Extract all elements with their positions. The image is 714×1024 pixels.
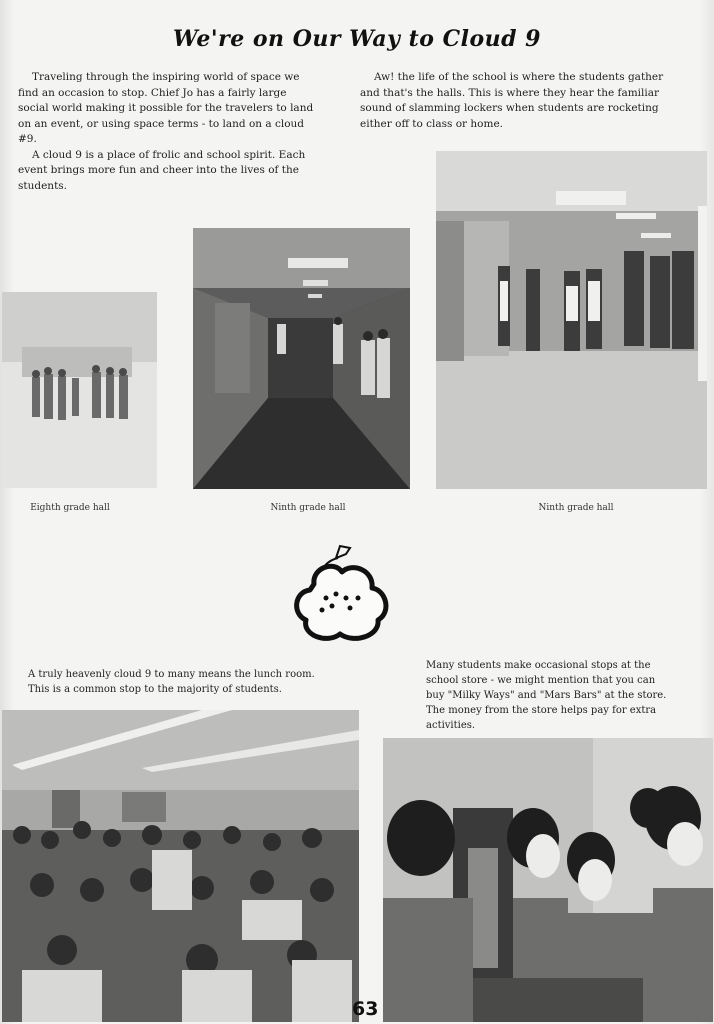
photo-lunch-room [2, 710, 359, 1022]
school-store-text: Many students make occasional stops at the school store - we might mention that you can buy "Milky Ways" and "Mars Bars" at the store. The money from the store helps pay for extra activities. [426, 660, 667, 731]
intro-left-para-2: A cloud 9 is a place of frolic and school spirit. Each event brings more fun and cheer into the lives of the students. [18, 148, 306, 192]
page-title: We're on Our Way to Cloud 9 [172, 26, 541, 52]
caption-ninth-grade-hall-center: Ninth grade hall [270, 503, 346, 513]
intro-right-para-1: Aw! the life of the school is where the students gather and that's the halls. This is where they hear the familiar sound of slamming lockers when students are rocketing either off to class or home. [360, 71, 664, 130]
photo-ninth-grade-hall-right [436, 151, 707, 489]
photo-eighth-grade-hall [2, 292, 157, 488]
caption-eighth-grade-hall: Eighth grade hall [30, 503, 110, 513]
cloud-nine-drawing [288, 540, 392, 648]
intro-left-para-1: Traveling through the inspiring world of space we find an occasion to stop. Chief Jo has a fairly large social world making it possible for the travelers to land on an event, or using space terms - to land on a cloud #9. [18, 71, 314, 145]
page-number: 63 [352, 998, 379, 1020]
caption-ninth-grade-hall-right: Ninth grade hall [538, 503, 614, 513]
intro-right-text [360, 70, 670, 132]
photo-school-store [383, 738, 713, 1022]
lunch-room-text: A truly heavenly cloud 9 to many means the lunch room. This is a common stop to the majority of students. [28, 669, 315, 695]
photo-ninth-grade-hall-center [193, 228, 410, 489]
intro-left-text [18, 70, 318, 194]
